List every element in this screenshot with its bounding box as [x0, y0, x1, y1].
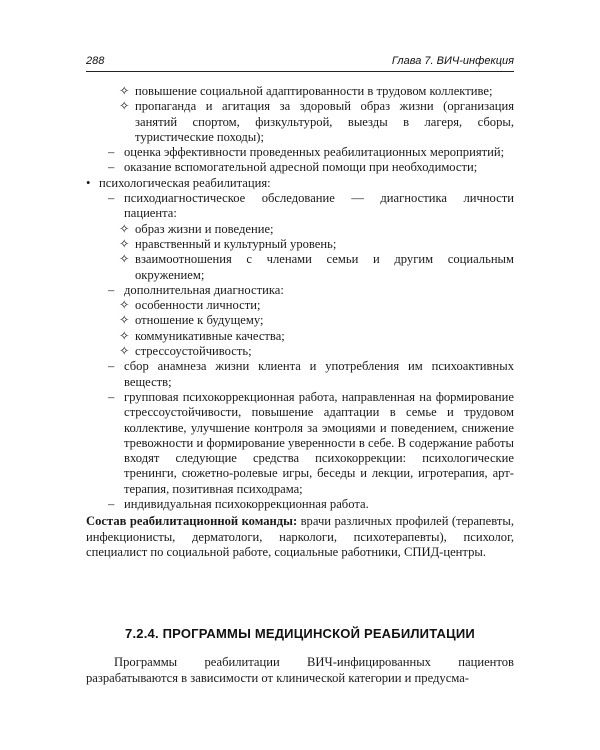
diamond-bullet-icon: ✧ — [119, 252, 130, 267]
diamond-bullet-icon: ✧ — [119, 99, 130, 114]
list-item: ✧ отношение к будущему; — [119, 313, 264, 328]
running-header — [86, 55, 514, 71]
diamond-bullet-icon: ✧ — [119, 328, 130, 343]
list-item: – дополнительная диагностика: — [108, 282, 284, 297]
dash-bullet-icon: – — [108, 497, 115, 512]
section-heading: 7.2.4. ПРОГРАММЫ МЕДИЦИНСКОЙ РЕАБИЛИТАЦИИ — [125, 626, 475, 641]
dash-bullet-icon: – — [108, 389, 115, 404]
diamond-bullet-icon: ✧ — [119, 236, 130, 251]
list-item: – оказание вспомогательной адресной помощи при необходимости; — [108, 160, 478, 175]
dash-bullet-icon: – — [108, 145, 115, 160]
list-item: – индивидуальная психокоррекционная работа. — [108, 497, 369, 512]
page-number: 288 — [86, 55, 105, 67]
list-item: ✧ особенности личности; — [119, 298, 261, 313]
list-item: – сбор анамнеза жизни клиента и употребления им психоактивных веществ; — [108, 359, 514, 389]
dash-bullet-icon: – — [108, 282, 115, 297]
diamond-bullet-icon: ✧ — [119, 344, 130, 359]
diamond-bullet-icon: ✧ — [119, 84, 130, 98]
team-text: врачи различных профилей (терапевты, инфекционисты, дерматологи, наркологи, психотерапевты), психолог, специалист по социальной работе, социальные работники, СПИД-центры. — [86, 514, 514, 559]
list-item: ✧ пропаганда и агитация за здоровый образ жизни (организация занятий спортом, физкультурой, выезды в лагеря, сборы, туристические походы); — [119, 99, 514, 144]
list-item: ✧ повышение социальной адаптированности в трудовом коллективе; — [119, 84, 493, 98]
list-item: • психологическая реабилитация: — [86, 175, 271, 190]
dash-bullet-icon: – — [108, 160, 115, 175]
list-item: ✧ нравственный и культурный уровень; — [119, 236, 337, 251]
list-item: – психодиагностическое обследование — диагностика личности пациента: — [108, 191, 514, 221]
diamond-bullet-icon: ✧ — [119, 221, 130, 236]
dash-bullet-icon: – — [108, 191, 115, 206]
round-bullet-icon: • — [86, 175, 91, 190]
body-text — [86, 84, 514, 560]
list-item: – групповая психокоррекционная работа, направленная на формирование стрессоустойчивости, повышение адаптации в семье и трудовом коллективе, улучшение контроля за эмоциями и поведением, снижение тревожности и формирование уверенности в себе. В содержание работы входят следующие средства психокоррекции: психологические тренинги, сюжетно-ролевые игры, беседы и лекции, игротерапия, арт-терапия, позитивная психодрама; — [108, 389, 514, 496]
list-item: ✧ стрессоустойчивость; — [119, 344, 252, 359]
team-paragraph — [86, 514, 514, 560]
chapter-title: Глава 7. ВИЧ-инфекция — [391, 55, 514, 67]
section-intro-paragraph: Программы реабилитации ВИЧ-инфицированных пациентов разрабатываются в зависимости от клинической категории и предусма- — [86, 655, 514, 685]
list-item: ✧ коммуникативные качества; — [119, 328, 285, 343]
team-label: Состав реабилитационной команды: — [86, 514, 298, 529]
list-item: ✧ взаимоотношения с членами семьи и другим социальным окружением; — [119, 252, 514, 282]
diamond-bullet-icon: ✧ — [119, 313, 130, 328]
list-item: ✧ образ жизни и поведение; — [119, 221, 274, 236]
dash-bullet-icon: – — [108, 359, 115, 374]
diamond-bullet-icon: ✧ — [119, 298, 130, 313]
list-item: – оценка эффективности проведенных реабилитационных мероприятий; — [108, 145, 505, 160]
header-divider — [86, 71, 514, 72]
